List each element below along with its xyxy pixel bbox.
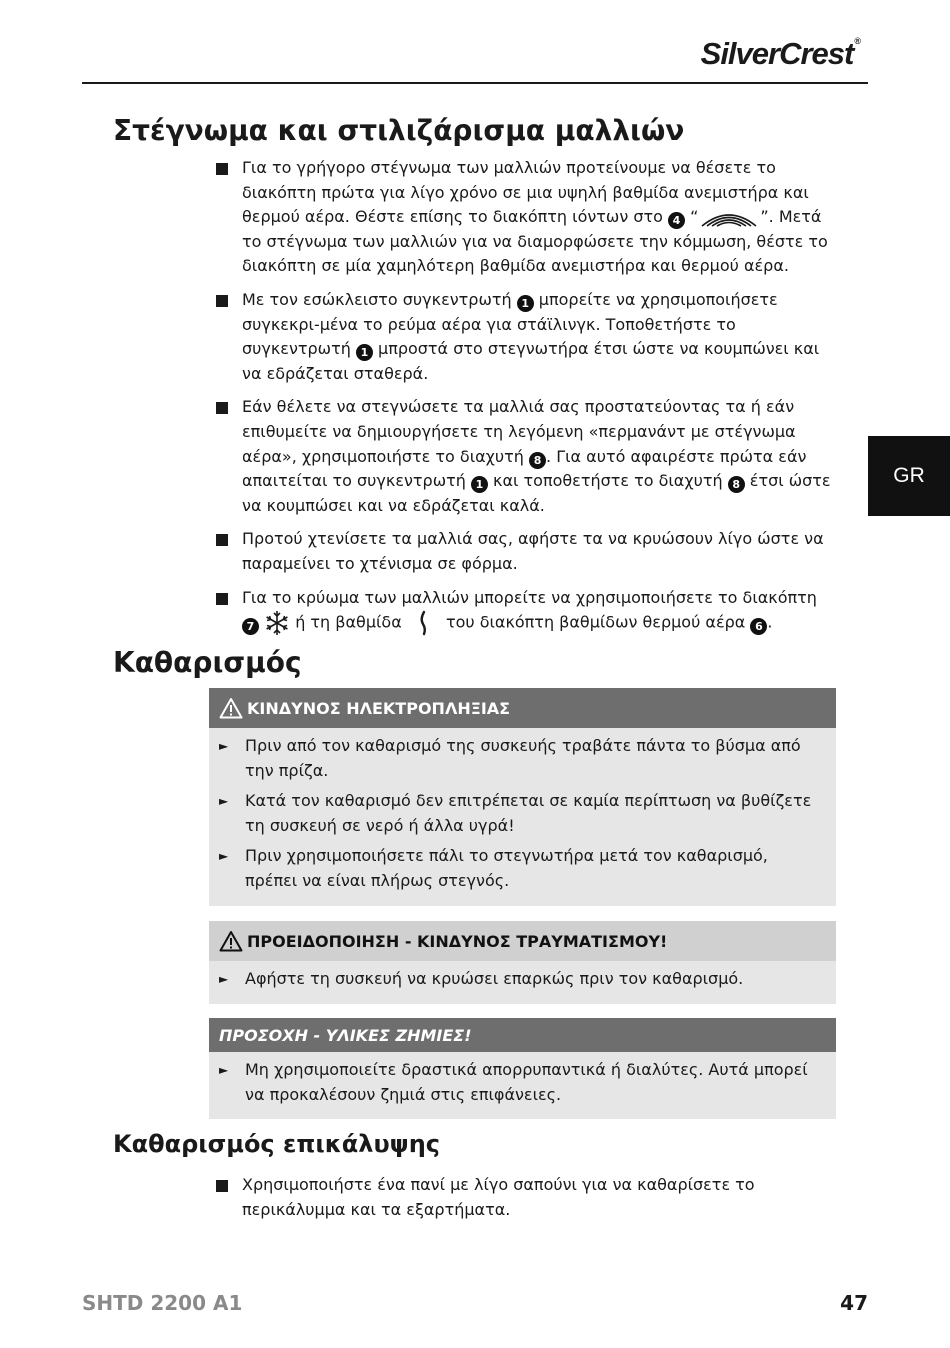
bullet-square-icon bbox=[216, 593, 228, 605]
list-item: ► Πριν χρησιμοποιήσετε πάλι το στεγνωτήρα μετά τον καθαρισμό, πρέπει να είναι πλήρως στεγνός. bbox=[219, 846, 768, 890]
number-badge-1: 1 bbox=[356, 344, 373, 361]
brand-logo: SilverCrest® bbox=[700, 36, 860, 71]
arrow-icon: ► bbox=[219, 849, 229, 864]
section-title-cleaning: Καθαρισμός bbox=[113, 646, 302, 679]
number-badge-8: 8 bbox=[728, 476, 745, 493]
danger-heading: ΚΙΝΔΥΝΟΣ ΗΛΕΚΤΡΟΠΛΗΞΙΑΣ bbox=[209, 688, 836, 728]
section-title-drying: Στέγνωμα και στιλιζάρισμα μαλλιών bbox=[113, 114, 685, 147]
list-item: Προτού χτενίσετε τα μαλλιά σας, αφήστε τα να κρυώσουν λίγο ώστε να παραμείνει το χτένισμα σε φόρμα. bbox=[216, 527, 836, 576]
cover-cleaning-bullet-list bbox=[216, 1173, 836, 1222]
danger-list bbox=[209, 728, 836, 906]
list-item: Εάν θέλετε να στεγνώσετε τα μαλλιά σας προστατεύοντας τα ή εάν επιθυμείτε να δημιουργήσετε τη λεγόμενη «περμανάντ με στέγνωμα αέρα», χρησιμοποιήστε το διαχυτή 8 . Για αυτό αφαιρέστε πρώτα εάν απαιτείται το συγκεντρωτή 1 και τοποθετήστε το διαχυτή 8 έτσι ώστε να κουμπώσει και να εδράζεται καλά. bbox=[216, 395, 836, 518]
list-item: Με τον εσώκλειστο συγκεντρωτή 1 μπορείτε να χρησιμοποιήσετε συγκεκρι-μένα το ρεύμα αέρα για στάϊλινγκ. Τοποθετήστε το συγκεντρωτή 1 μπροστά στο στεγνωτήρα έτσι ώστε να κουμπώνει και να εδράζεται σταθερά. bbox=[216, 288, 836, 386]
number-badge-7: 7 bbox=[242, 618, 259, 635]
page-number: 47 bbox=[840, 1291, 868, 1315]
footer-model: SHTD 2200 A1 bbox=[82, 1291, 243, 1315]
language-tab: GR bbox=[868, 436, 950, 516]
list-item: Για το κρύωμα των μαλλιών μπορείτε να χρησιμοποιήσετε το διακόπτη 7 ή τη βαθμίδα του διακόπτη βαθμίδων θερμού αέρα 6 . bbox=[216, 586, 836, 637]
list-item: ► Πριν από τον καθαρισμό της συσκευής τραβάτε πάντα το βύσμα από την πρίζα. bbox=[219, 736, 801, 780]
section-title-cover-cleaning: Καθαρισμός επικάλυψης bbox=[113, 1130, 441, 1158]
warning-list bbox=[209, 961, 836, 1004]
arrow-icon: ► bbox=[219, 1063, 229, 1077]
arrow-icon: ► bbox=[219, 972, 229, 986]
caution-list bbox=[209, 1052, 836, 1119]
header-rule bbox=[82, 82, 868, 84]
number-badge-4: 4 bbox=[668, 212, 685, 229]
cool-air-level-icon bbox=[407, 610, 441, 636]
bullet-square-icon bbox=[216, 295, 228, 307]
warning-box bbox=[209, 921, 836, 1004]
caution-box bbox=[209, 1018, 836, 1119]
bullet-square-icon bbox=[216, 163, 228, 175]
list-item: ► Κατά τον καθαρισμό δεν επιτρέπεται σε καμία περίπτωση να βυθίζετε τη συσκευή σε νερό ή άλλα υγρά! bbox=[219, 791, 812, 835]
drying-bullet-list bbox=[216, 156, 836, 636]
ion-waves-icon bbox=[698, 206, 760, 230]
number-badge-1: 1 bbox=[517, 295, 534, 312]
bullet-square-icon bbox=[216, 402, 228, 414]
list-item: Χρησιμοποιήστε ένα πανί με λίγο σαπούνι για να καθαρίσετε το περικάλυμμα και τα εξαρτήματα. bbox=[216, 1173, 836, 1222]
number-badge-1: 1 bbox=[471, 476, 488, 493]
snowflake-icon bbox=[264, 610, 290, 636]
warning-triangle-icon bbox=[219, 697, 243, 719]
list-item: Για το γρήγορο στέγνωμα των μαλλιών προτείνουμε να θέσετε το διακόπτη πρώτα για λίγο χρόνο σε μια υψηλή βαθμίδα ανεμιστήρα και θερμού αέρα. Θέστε επίσης το διακόπτη ιόντων στο 4 “ ”. Μετά το στέγνωμα των μαλλιών για να διαμορφώσετε την κόμμωση, θέστε το διακόπτη σε μία χαμηλότερη βαθμίδα ανεμιστήρα και θερμού αέρα. bbox=[216, 156, 836, 279]
arrow-icon: ► bbox=[219, 794, 229, 809]
number-badge-6: 6 bbox=[750, 618, 767, 635]
list-item: ► Αφήστε τη συσκευή να κρυώσει επαρκώς πριν τον καθαρισμό. bbox=[219, 967, 822, 992]
list-item: ► Μη χρησιμοποιείτε δραστικά απορρυπαντικά ή διαλύτες. Αυτά μπορεί να προκαλέσουν ζημιά στις επιφάνειες. bbox=[219, 1060, 808, 1104]
danger-box bbox=[209, 688, 836, 906]
caution-heading: ΠΡΟΣΟΧΗ - ΥΛΙΚΕΣ ΖΗΜΙΕΣ! bbox=[209, 1018, 836, 1052]
warning-heading: ΠΡΟΕΙΔΟΠΟΙΗΣΗ - ΚΙΝΔΥΝΟΣ ΤΡΑΥΜΑΤΙΣΜΟΥ! bbox=[209, 921, 836, 961]
bullet-square-icon bbox=[216, 534, 228, 546]
warning-triangle-icon bbox=[219, 930, 243, 952]
bullet-square-icon bbox=[216, 1180, 228, 1192]
number-badge-8: 8 bbox=[529, 452, 546, 469]
arrow-icon: ► bbox=[219, 739, 229, 753]
